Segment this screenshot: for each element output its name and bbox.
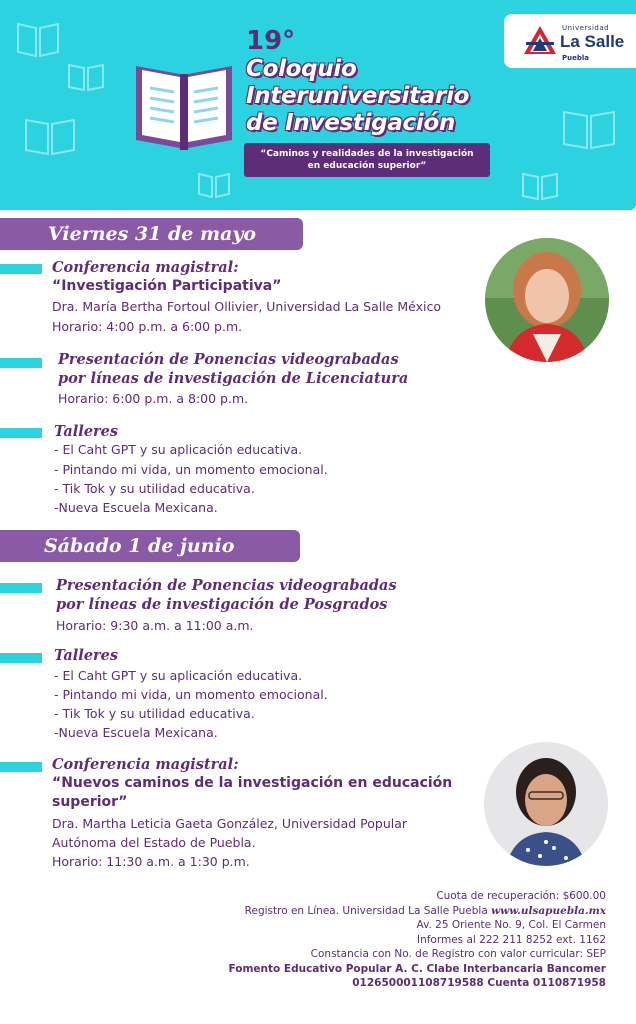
registration-url-link[interactable]: www.ulsapuebla.mx [491, 904, 606, 917]
presentations-heading: por líneas de investigación de Licenciatura [58, 370, 409, 387]
event-title-line: Interuniversitario [246, 83, 470, 109]
conference-heading: Conferencia magistral: [52, 756, 239, 773]
event-title-line: Coloquio [246, 56, 357, 82]
day-header-friday: Viernes 31 de mayo [0, 218, 303, 250]
workshop-item: -Nueva Escuela Mexicana. [54, 500, 218, 515]
footer-info [229, 889, 606, 991]
open-book-icon [130, 48, 238, 156]
logo-name-text: La Salle [560, 32, 625, 51]
decorative-book-icon [66, 60, 106, 94]
presentations-heading: por líneas de investigación de Posgrados [56, 596, 388, 613]
workshop-item: -Nueva Escuela Mexicana. [54, 725, 218, 740]
presentations-heading: Presentación de Ponencias videograbadas [56, 577, 397, 594]
conference-heading: Conferencia magistral: [52, 259, 239, 276]
conference-time: Horario: 11:30 a.m. a 1:30 p.m. [52, 854, 250, 869]
registration-text: Registro en Línea. Universidad La Salle Puebla [244, 904, 488, 917]
conference-speaker: Dra. María Bertha Fortoul Ollivier, Universidad La Salle México [52, 299, 441, 314]
section-accent [0, 358, 42, 368]
decorative-book-icon [22, 112, 78, 158]
tagline-line: en educación superior” [307, 161, 427, 171]
conference-title: superior” [52, 794, 128, 810]
logo-university-text: Universidad [562, 24, 610, 32]
workshop-item: - Pintando mi vida, un momento emocional. [54, 462, 328, 477]
section-accent [0, 653, 42, 663]
bank-account: 012650001108719588 Cuenta 0110871958 [352, 977, 606, 989]
conference-time: Horario: 4:00 p.m. a 6:00 p.m. [52, 319, 243, 334]
decorative-book-icon [14, 18, 62, 60]
conference-title: “Nuevos caminos de la investigación en educación [52, 775, 453, 791]
decorative-book-icon [520, 170, 560, 202]
section-accent [0, 264, 42, 274]
workshop-item: - El Caht GPT y su aplicación educativa. [54, 442, 303, 457]
decorative-book-icon [560, 104, 618, 152]
presentations-heading: Presentación de Ponencias videograbadas [58, 351, 399, 368]
conference-speaker: Autónoma del Estado de Puebla. [52, 835, 256, 850]
workshops-heading: Talleres [54, 423, 119, 440]
speaker-portrait [484, 742, 608, 866]
tagline-line: “Caminos y realidades de la investigación [260, 149, 474, 159]
decorative-book-icon [196, 170, 232, 200]
speaker-portrait [485, 238, 609, 362]
workshop-item: - Pintando mi vida, un momento emocional. [54, 687, 328, 702]
edition-number: 19° [246, 26, 296, 56]
conference-title: “Investigación Participativa” [52, 278, 282, 294]
info-phone: Informes al 222 211 8252 ext. 1162 [416, 933, 606, 946]
logo-city-text: Puebla [562, 54, 589, 62]
speaker-photo [484, 742, 608, 866]
registration-line [229, 904, 606, 919]
workshop-item: - Tik Tok y su utilidad educativa. [54, 481, 255, 496]
event-title-line: de Investigación [246, 110, 456, 136]
section-accent [0, 762, 42, 772]
address: Av. 25 Oriente No. 9, Col. El Carmen [416, 919, 606, 931]
presentations-time: Horario: 9:30 a.m. a 11:00 a.m. [56, 618, 254, 633]
speaker-photo [485, 238, 609, 362]
registration-fee: Cuota de recuperación: $600.00 [436, 890, 606, 902]
bank-info: Fomento Educativo Popular A. C. Clabe Interbancaria Bancomer [228, 962, 606, 975]
conference-speaker: Dra. Martha Leticia Gaeta González, Universidad Popular [52, 816, 408, 831]
presentations-time: Horario: 6:00 p.m. a 8:00 p.m. [58, 391, 249, 406]
day-header-saturday: Sábado 1 de junio [0, 530, 300, 562]
event-tagline [244, 143, 490, 177]
la-salle-logo-mark [522, 24, 558, 58]
section-accent [0, 428, 42, 438]
certificate-info: Constancia con No. de Registro con valor curricular: SEP [310, 948, 606, 960]
section-accent [0, 583, 42, 593]
workshop-item: - Tik Tok y su utilidad educativa. [54, 706, 255, 721]
workshop-item: - El Caht GPT y su aplicación educativa. [54, 668, 303, 683]
university-logo [504, 14, 636, 68]
workshops-heading: Talleres [54, 647, 119, 664]
